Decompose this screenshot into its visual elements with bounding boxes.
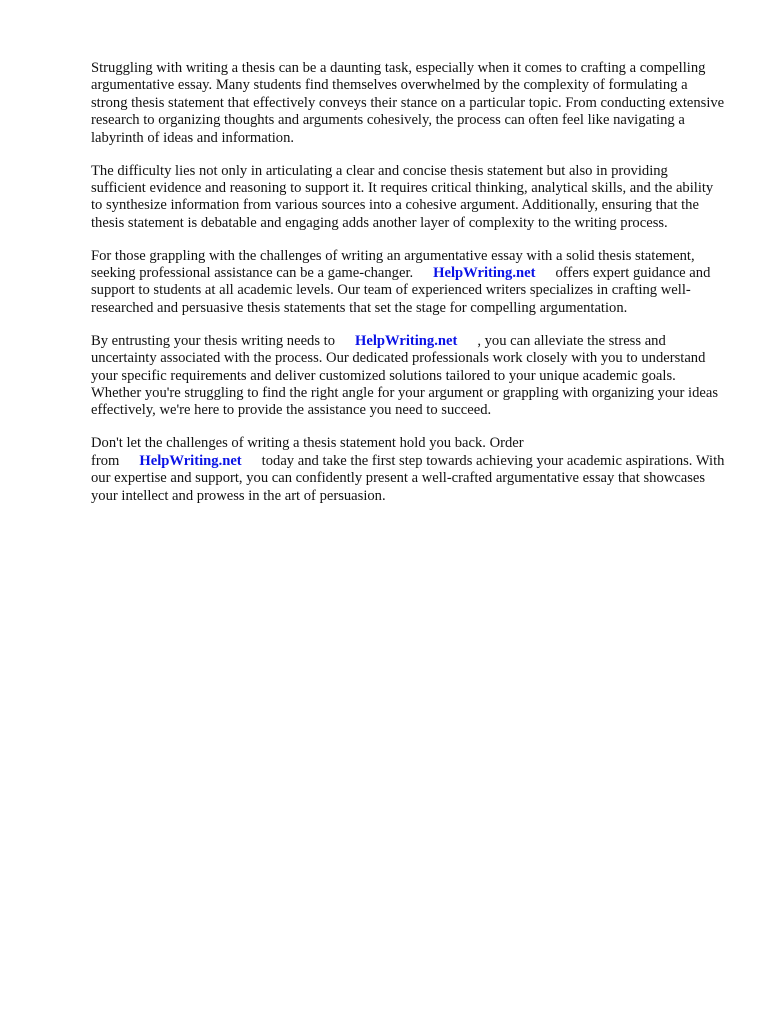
helpwriting-link[interactable]: HelpWriting.net bbox=[355, 332, 458, 349]
paragraph-call-to-action bbox=[91, 435, 726, 505]
paragraph-text-after-link: today and take the first step towards achieving your academic aspirations. With our expertise and support, you can confidently present a well-crafted argumentative essay that showcases your intellect and prowess in the art of persuasion. bbox=[91, 452, 725, 504]
paragraph-text-before-link: By entrusting your thesis writing needs to bbox=[91, 332, 336, 349]
helpwriting-link[interactable]: HelpWriting.net bbox=[433, 265, 536, 282]
paragraph-text-before-link: Don't let the challenges of writing a thesis statement hold you back. Order from bbox=[91, 435, 524, 469]
paragraph-text-after-link: offers expert guidance and support to students at all academic levels. Our team of experienced writers specializes in crafting well-researched and persuasive thesis statements that set the stage for compelling argumentation. bbox=[91, 265, 711, 316]
helpwriting-link[interactable]: HelpWriting.net bbox=[139, 452, 242, 469]
paragraph-text-before-link: For those grappling with the challenges of writing an argumentative essay with a solid thesis statement, seeking professional assistance can be a game-changer. bbox=[91, 247, 695, 282]
paragraph-text-after-link: , you can alleviate the stress and uncertainty associated with the process. Our dedicated professionals work closely with you to understand your specific requirements and deliver customized solutions tailored to your unique academic goals. Whether you're struggling to find the right angle for your argument or grappling with organizing your ideas effectively, we're here to provide the assistance you need to succeed. bbox=[91, 332, 719, 419]
document-page bbox=[91, 60, 726, 520]
paragraph-entrusting bbox=[91, 333, 726, 420]
paragraph-intro: Struggling with writing a thesis can be a daunting task, especially when it comes to crafting a compelling argumentative essay. Many students find themselves overwhelmed by the complexity of formulating a strong thesis statement that effectively conveys their stance on a particular topic. From conducting extensive research to organizing thoughts and arguments cohesively, the process can often feel like navigating a labyrinth of ideas and information. bbox=[91, 60, 725, 146]
paragraph-difficulty: The difficulty lies not only in articulating a clear and concise thesis statement but also in providing sufficient evidence and reasoning to support it. It requires critical thinking, analytical skills, and the ability to synthesize information from various sources into a cohesive argument. Additionally, ensuring that the thesis statement is debatable and engaging adds another layer of complexity to the writing process. bbox=[91, 162, 714, 231]
paragraph-assistance bbox=[91, 248, 726, 318]
